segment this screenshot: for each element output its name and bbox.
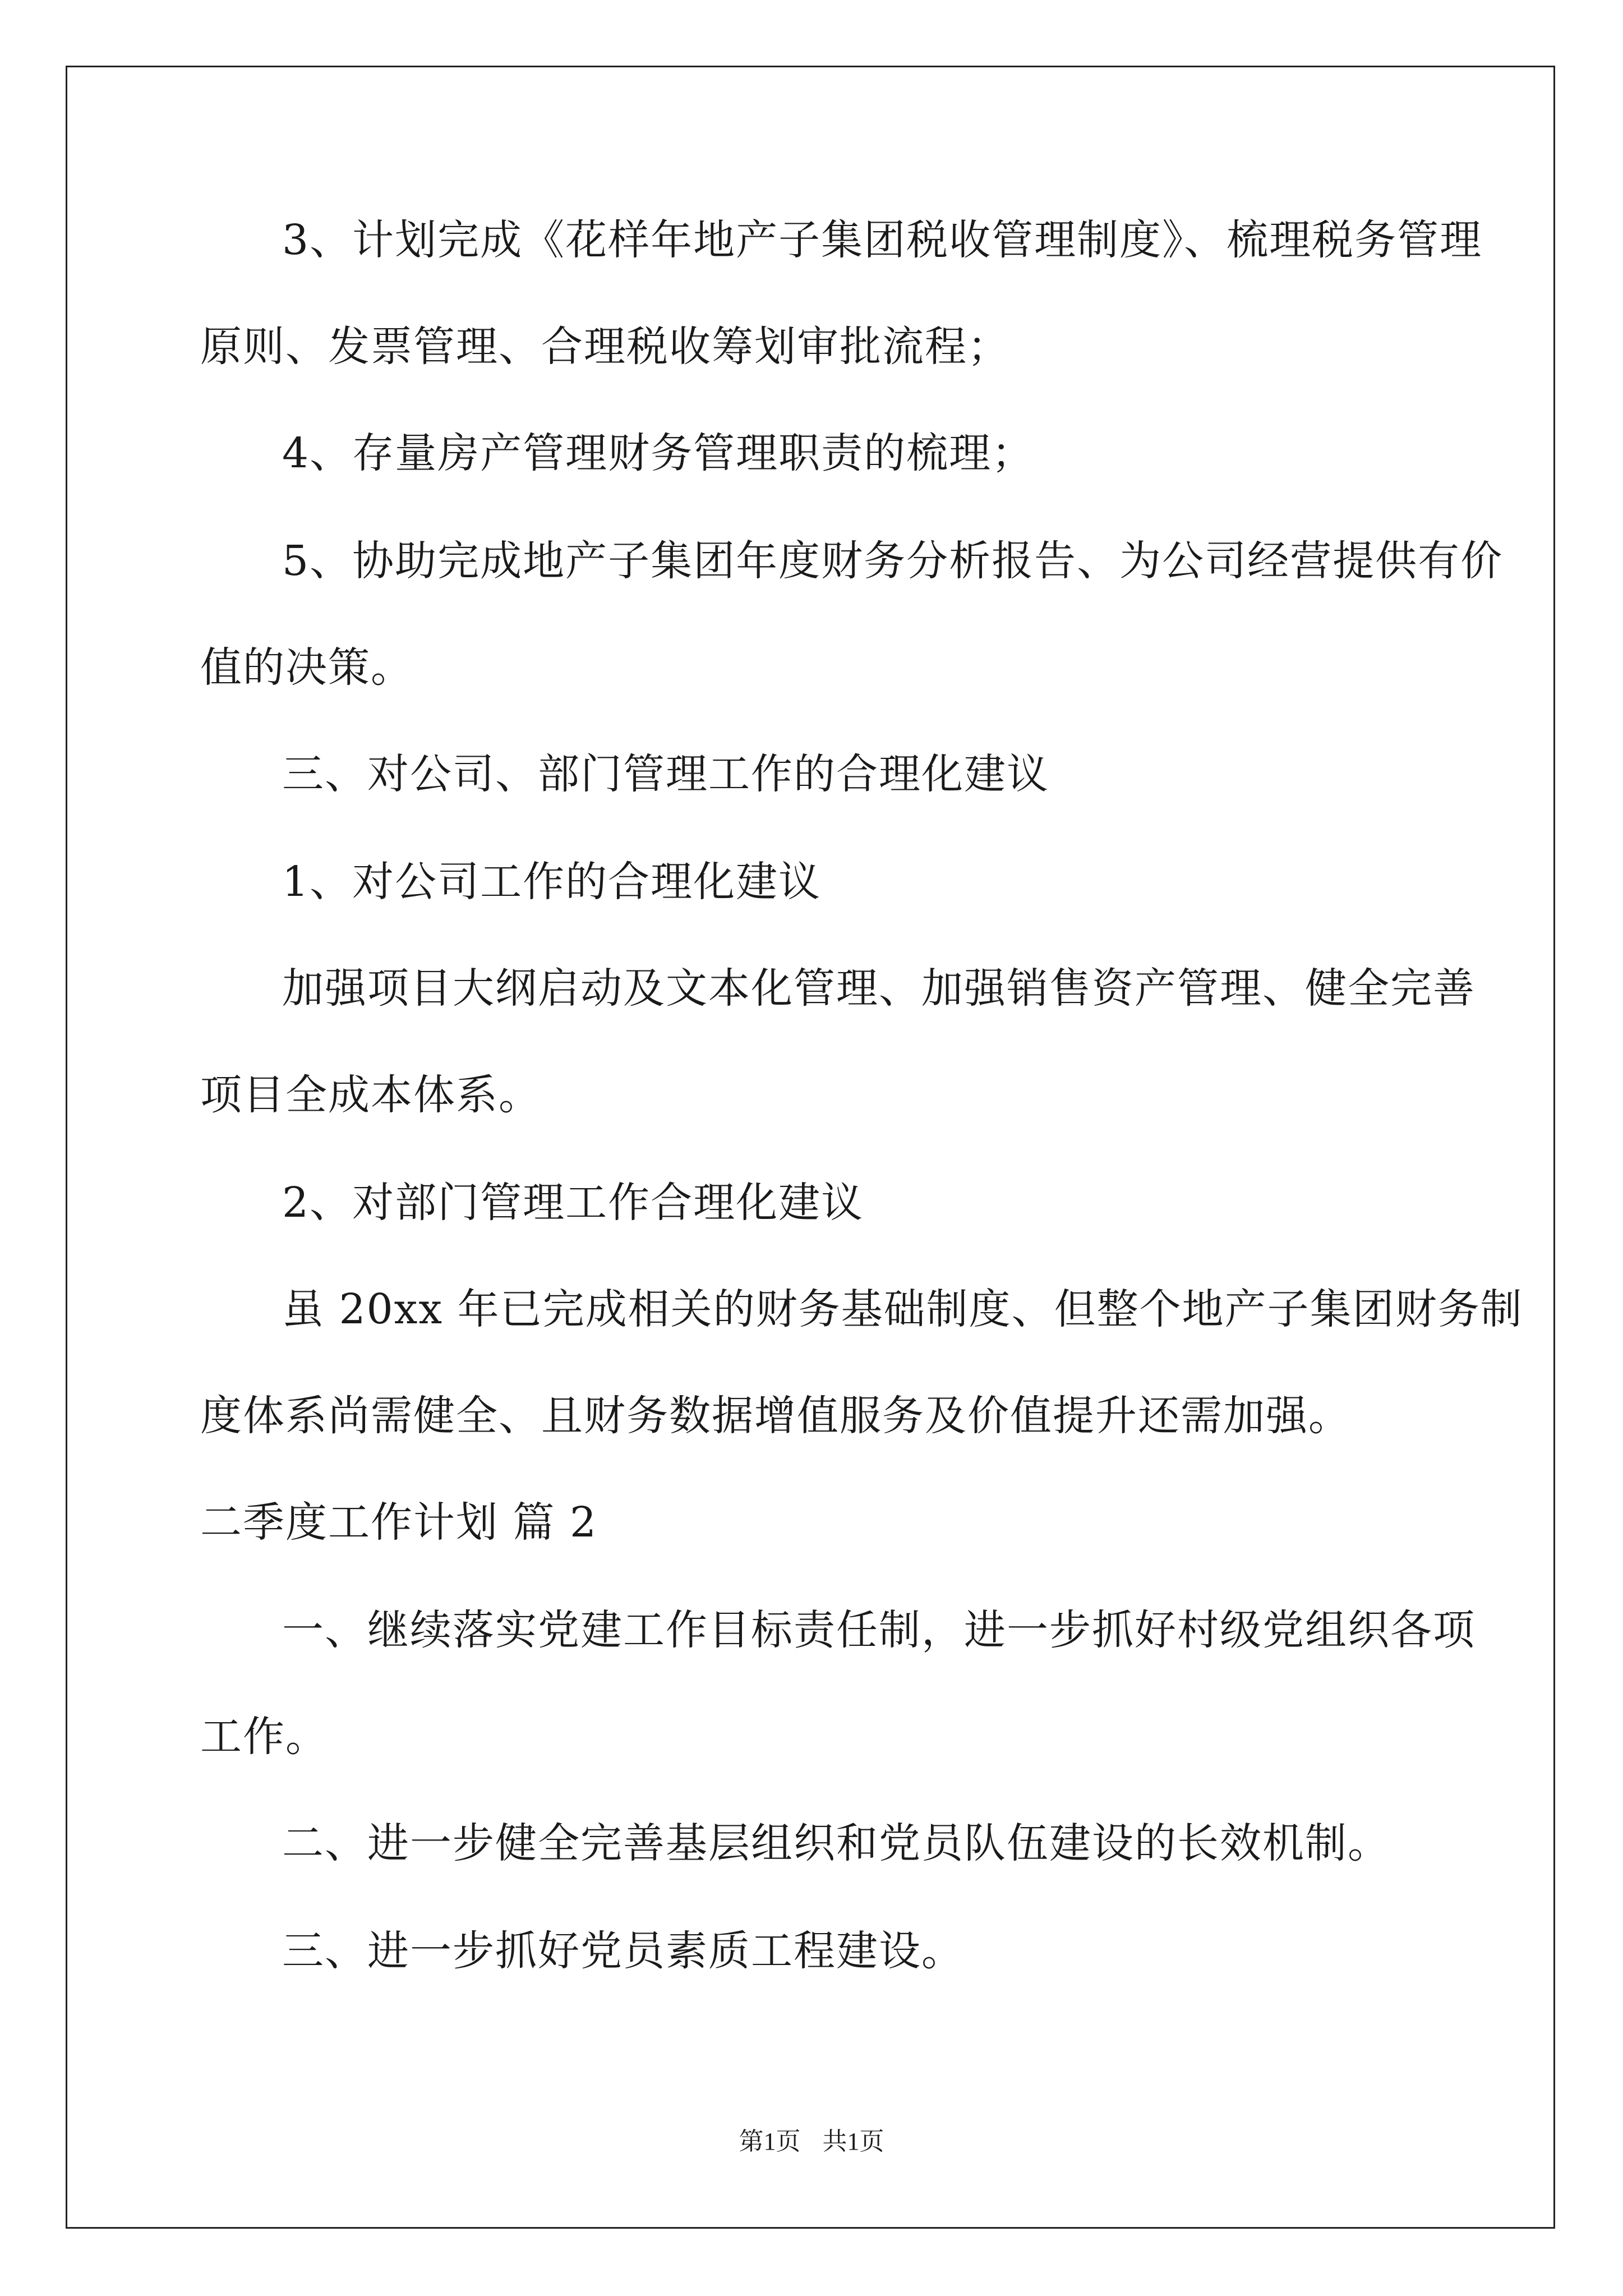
paragraph-line: 4、存量房产管理财务管理职责的梳理； [282, 429, 1035, 477]
subsection-heading: 2、对部门管理工作合理化建议 [282, 1179, 864, 1227]
page-footer: 第1页 共1页 [739, 2128, 884, 2155]
paragraph-line: 5、协助完成地产子集团年度财务分析报告、为公司经营提供有价 [282, 537, 1504, 585]
page-border [66, 66, 1555, 2229]
paragraph-line: 工作。 [200, 1713, 328, 1761]
paragraph-line: 原则、发票管理、合理税收筹划审批流程； [200, 323, 1010, 371]
paragraph-line: 加强项目大纲启动及文本化管理、加强销售资产管理、健全完善 [282, 964, 1476, 1013]
article-title: 二季度工作计划 篇 2 [200, 1498, 598, 1547]
paragraph-line: 二、进一步健全完善基层组织和党员队伍建设的长效机制。 [282, 1819, 1390, 1867]
paragraph-line: 项目全成本体系。 [200, 1071, 541, 1119]
paragraph-line: 度体系尚需健全、且财务数据增值服务及价值提升还需加强。 [200, 1392, 1351, 1440]
subsection-heading: 1、对公司工作的合理化建议 [282, 858, 822, 906]
paragraph-line: 值的决策。 [200, 643, 413, 692]
paragraph-line: 三、进一步抓好党员素质工程建设。 [282, 1927, 964, 1975]
paragraph-line: 虽 20xx 年已完成相关的财务基础制度、但整个地产子集团财务制 [282, 1285, 1523, 1333]
paragraph-line: 3、计划完成《花样年地产子集团税收管理制度》、梳理税务管理 [282, 216, 1483, 264]
paragraph-line: 一、继续落实党建工作目标责任制，进一步抓好村级党组织各项 [282, 1606, 1476, 1654]
section-heading: 三、对公司、部门管理工作的合理化建议 [282, 750, 1049, 798]
